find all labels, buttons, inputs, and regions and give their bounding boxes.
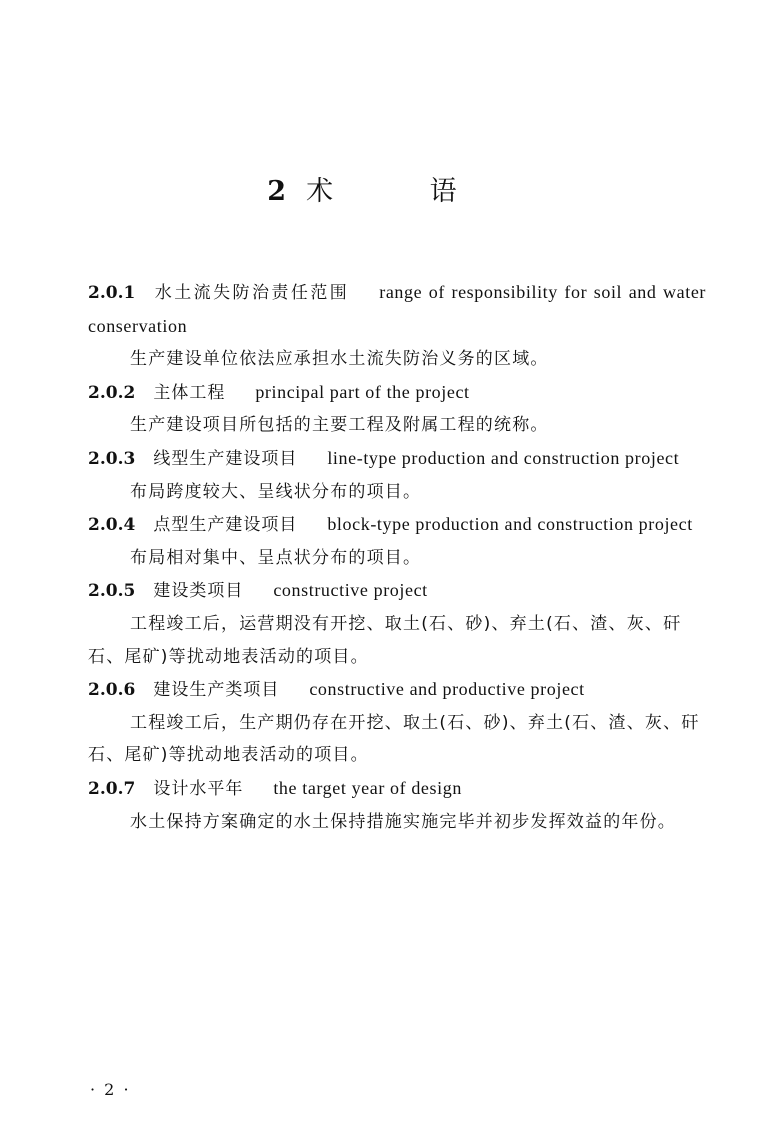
term-english: constructive and productive project xyxy=(309,679,585,700)
term-english: principal part of the project xyxy=(255,381,470,402)
page-number: · 2 · xyxy=(90,1080,131,1099)
term-number: 2.0.6 xyxy=(88,680,136,701)
term-heading xyxy=(88,673,706,707)
chapter-heading: 术 语 xyxy=(306,176,501,207)
term-entry xyxy=(88,376,706,442)
term-entry xyxy=(88,574,706,673)
term-entry xyxy=(88,772,706,838)
term-number: 2.0.3 xyxy=(88,448,136,469)
term-heading xyxy=(88,276,706,343)
term-chinese: 点型生产建设项目 xyxy=(153,515,298,536)
term-entry xyxy=(88,673,706,772)
term-number: 2.0.2 xyxy=(88,382,136,403)
term-chinese: 设计水平年 xyxy=(153,778,244,799)
term-english: block-type production and construction project xyxy=(327,514,693,535)
term-chinese: 水土流失防治责任范围 xyxy=(153,283,350,303)
term-heading xyxy=(88,508,706,542)
chapter-title xyxy=(0,172,768,212)
term-heading xyxy=(88,376,706,410)
term-definition: 生产建设项目所包括的主要工程及附属工程的统称。 xyxy=(130,415,549,436)
term-definition: 生产建设单位依法应承担水土流失防治义务的区域。 xyxy=(130,349,549,370)
term-number: 2.0.1 xyxy=(88,283,136,303)
terms-section xyxy=(88,276,706,838)
term-chinese: 线型生产建设项目 xyxy=(153,448,298,469)
term-chinese: 主体工程 xyxy=(153,382,226,403)
term-chinese: 建设生产类项目 xyxy=(153,680,280,701)
term-definition: 水土保持方案确定的水土保持措施实施完毕并初步发挥效益的年份。 xyxy=(130,811,676,832)
term-chinese: 建设类项目 xyxy=(153,581,244,602)
term-heading xyxy=(88,442,706,476)
term-entry xyxy=(88,442,706,508)
term-heading xyxy=(88,772,706,806)
term-number: 2.0.4 xyxy=(88,515,136,536)
term-entry xyxy=(88,276,706,376)
term-entry xyxy=(88,508,706,574)
term-english: the target year of design xyxy=(273,777,462,798)
term-definition: 布局跨度较大、呈线状分布的项目。 xyxy=(130,481,422,502)
term-number: 2.0.5 xyxy=(88,581,136,602)
term-heading xyxy=(88,574,706,608)
term-english: range of responsibility for soil and water conservation xyxy=(88,282,707,336)
term-english: constructive project xyxy=(273,580,428,601)
term-definition: 布局相对集中、呈点状分布的项目。 xyxy=(130,547,422,568)
chapter-number: 2 xyxy=(267,176,287,207)
term-number: 2.0.7 xyxy=(88,778,136,799)
term-definition: 工程竣工后，运营期没有开挖、取土(石、砂)、弃土(石、渣、灰、矸石、尾矿)等扰动地表活动的项目。 xyxy=(88,613,682,667)
term-definition: 工程竣工后，生产期仍存在开挖、取土(石、砂)、弃土(石、渣、灰、矸石、尾矿)等扰动地表活动的项目。 xyxy=(88,712,700,766)
term-english: line-type production and construction project xyxy=(327,447,680,468)
